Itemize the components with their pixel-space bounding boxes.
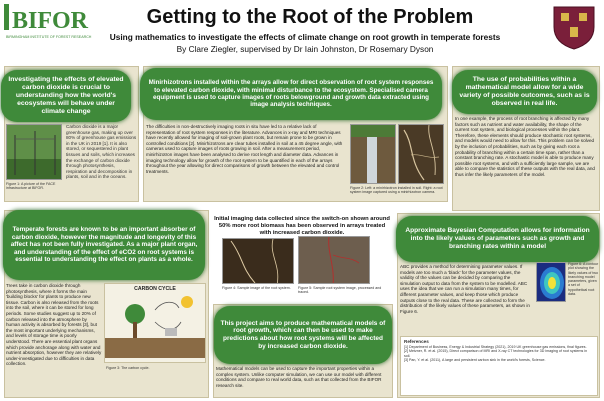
poster-authors: By Clare Ziegler, supervised by Dr Iain Johnston, Dr Rosemary Dyson (176, 44, 434, 54)
figure6-caption: Figure 6: A contour plot showing the likely values of two branching model parameters, given a set of hypothetical root data. (568, 262, 599, 297)
center-finding-text: Initial imaging data collected since the switch-on shown around 50% more root biomass has been observed in arrays treated with increased carbon dioxide. (214, 216, 390, 236)
reference-item: [2] Metzner, R. et al. (2015), Direct comparison of MRI and X-ray CT technologies for 3D imaging of root systems in soil. (404, 349, 588, 358)
figure2-caption: Figure 2: Left: a minirhizotron installed in soil. Right: a root system image captured using a minirhizotron camera. (350, 186, 443, 195)
panel-probabilities-body: In one example, the process of root branching is affected by many factors such as nutrient and water availability, the shape of the current root system, and biological processes within the plant. Therefore, these elements should produce stochastic root systems, and models would need to allow for this. This problem can be solved by the inclusion of probabilities, such as by giving each root a probability of branching within a certain time span, rather than a constant branching rate. A stochastic model is able to produce many possible root systems, and with a sufficiently large sample, we are able to compare the statistics of these outputs with the real data, and thus infer the likely parameters of the model. (455, 116, 595, 177)
panel-minirhizotrons-body: The difficulties in non-destructively imaging roots in situ have led to a relative lack of representation of root system responses in the literature. Advances in x-ray and MRI techniques have recently allowed for imaging of soil-grown plant roots, but remain prone to be grown in controlled conditions [2]. Minirhizotrons are clear tubes installed in soil at a 45 degree angle, with cameras used to capture images of roots growing in soil. After a measurement period, minirhizotron images have been analysed to derive root length and diameter data. Advances in imaging technology allow for growth of the root system to be quantified in each of the arrays throughout the year allowing for direct comparisons of growth between the elevated and control treatments. (146, 124, 343, 174)
svg-text:BIFOR: BIFOR (12, 8, 89, 34)
panel-project-aims-body: Mathematical models can be used to capture the important properties within a complex system. Unlike computer simulation, we can use our model with different conditions and compare to real world data, such as that collected from the BIFOR research site. (216, 366, 382, 388)
carbon-cycle-label: CARBON CYCLE (134, 286, 176, 292)
carbon-cycle-diagram (104, 283, 206, 363)
minirhizotron-tube-photo (350, 124, 396, 184)
bifor-face-photo (6, 124, 62, 180)
panel-probabilities-heading: The use of probabilities within a mathematical model allow for a wide variety of possible outcomes, such as is observed in real life. (452, 70, 597, 114)
svg-text:BIRMINGHAM INSTITUTE OF FOREST: BIRMINGHAM INSTITUTE OF FOREST RESEARCH (6, 35, 92, 39)
panel-abc-body: ABC provides a method for determining parameter values. If models are too much a 'black' for the parameter values, the validity of the values can be decided by comparing the simulation output to data from the system to be modelled. ABC uses the idea that we can run a simulation many times, for different parameter values, and keep those which produce outputs close to the real data. These are collected to form the distribution of the likely values of these parameters, as shown in Figure 6. (400, 264, 530, 314)
panel-minirhizotrons-heading: Minirhizotrons installed within the arrays allow for direct observation of root system responses to elevated carbon dioxide, with minimal disturbance to the ecosystem. Specialised camera equipment is used to capture images of roots belowground and growth data extracted using image analysis techniques. (140, 68, 442, 120)
abc-contour-plot (536, 262, 566, 302)
traced-root-image (298, 236, 370, 284)
panel-abc-heading: Approximate Bayesian Computation allows for information into the likely values of parameters such as growth and branching rates within a model (396, 216, 599, 262)
figure4-caption: Figure 4: Sample image of the root system. (222, 286, 291, 290)
figure5-caption: Figure 5: Sample root system image, processed and traced. (298, 286, 382, 294)
figure3-caption: Figure 3: The carbon cycle. (106, 366, 150, 370)
figure1-caption: Figure 1: A picture of the FACE infrastructure at BIFOR. (6, 182, 56, 191)
references-heading: References (404, 339, 429, 344)
university-crest-icon (548, 3, 600, 51)
references-section (400, 336, 598, 396)
panel-temperate-forests-heading: Temperate forests are known to be an important absorber of carbon dioxide, however the magnitude and longevity of this affect has not been fully investigated. As a major plant organ, and understanding of the effect of eCO2 on root systems is essential to understanding the effect on plants as a whole. (3, 210, 205, 280)
panel-co2-heading: Investigating the effects of elevated carbon dioxide is crucial to understanding how the world's ecosystems will behave under climate change (1, 70, 131, 122)
poster-title: Getting to the Root of the Problem (146, 6, 474, 28)
panel-co2-body: Carbon dioxide is a major greenhouse gas, making up over 80% of greenhouse gas emissions in the UK in 2019 [1]. It is also stored, or sequestered in plant tissues and soils, which increases the exchange of carbon dioxide through photosynthesis, respiration and decomposition in plants, soil and in the oceans. (66, 124, 137, 180)
reference-item: [1] Department of Business, Energy & Industrial Strategy (2021), 2019 UK greenhouse gas emissions, final figures. (404, 345, 587, 349)
reference-item: [3] Pan, Y. et al. (2011), A large and persistent carbon sink in the world's forests, Science. (404, 357, 546, 362)
sample-root-image (222, 238, 294, 284)
poster-subtitle: Using mathematics to investigate the effects of climate change on root growth in temperate forests (109, 32, 501, 42)
panel-project-aims-heading: This project aims to produce mathematical models of root growth, which can then be used to make predictions about how root systems will be affected by increased carbon dioxide. (214, 306, 392, 364)
panel-temperate-forests-body: Trees take in carbon dioxide through photosynthesis, where it forms the main 'building blocks' for plants to produce new tissue. Carbon is also released from the roots into the soil, where it can be stored for long periods. Some studies suggest up to 20% of carbon released into the atmosphere by human activity is absorbed by forests [3], but the most important underlying mechanisms, and levels of storage time is poorly understood. There are essential plant organs which provide anchorage along with water and nutrient absorption, however they are relatively under-investigated due to difficulties in data collection. (6, 283, 102, 367)
root-camera-image (398, 124, 444, 184)
